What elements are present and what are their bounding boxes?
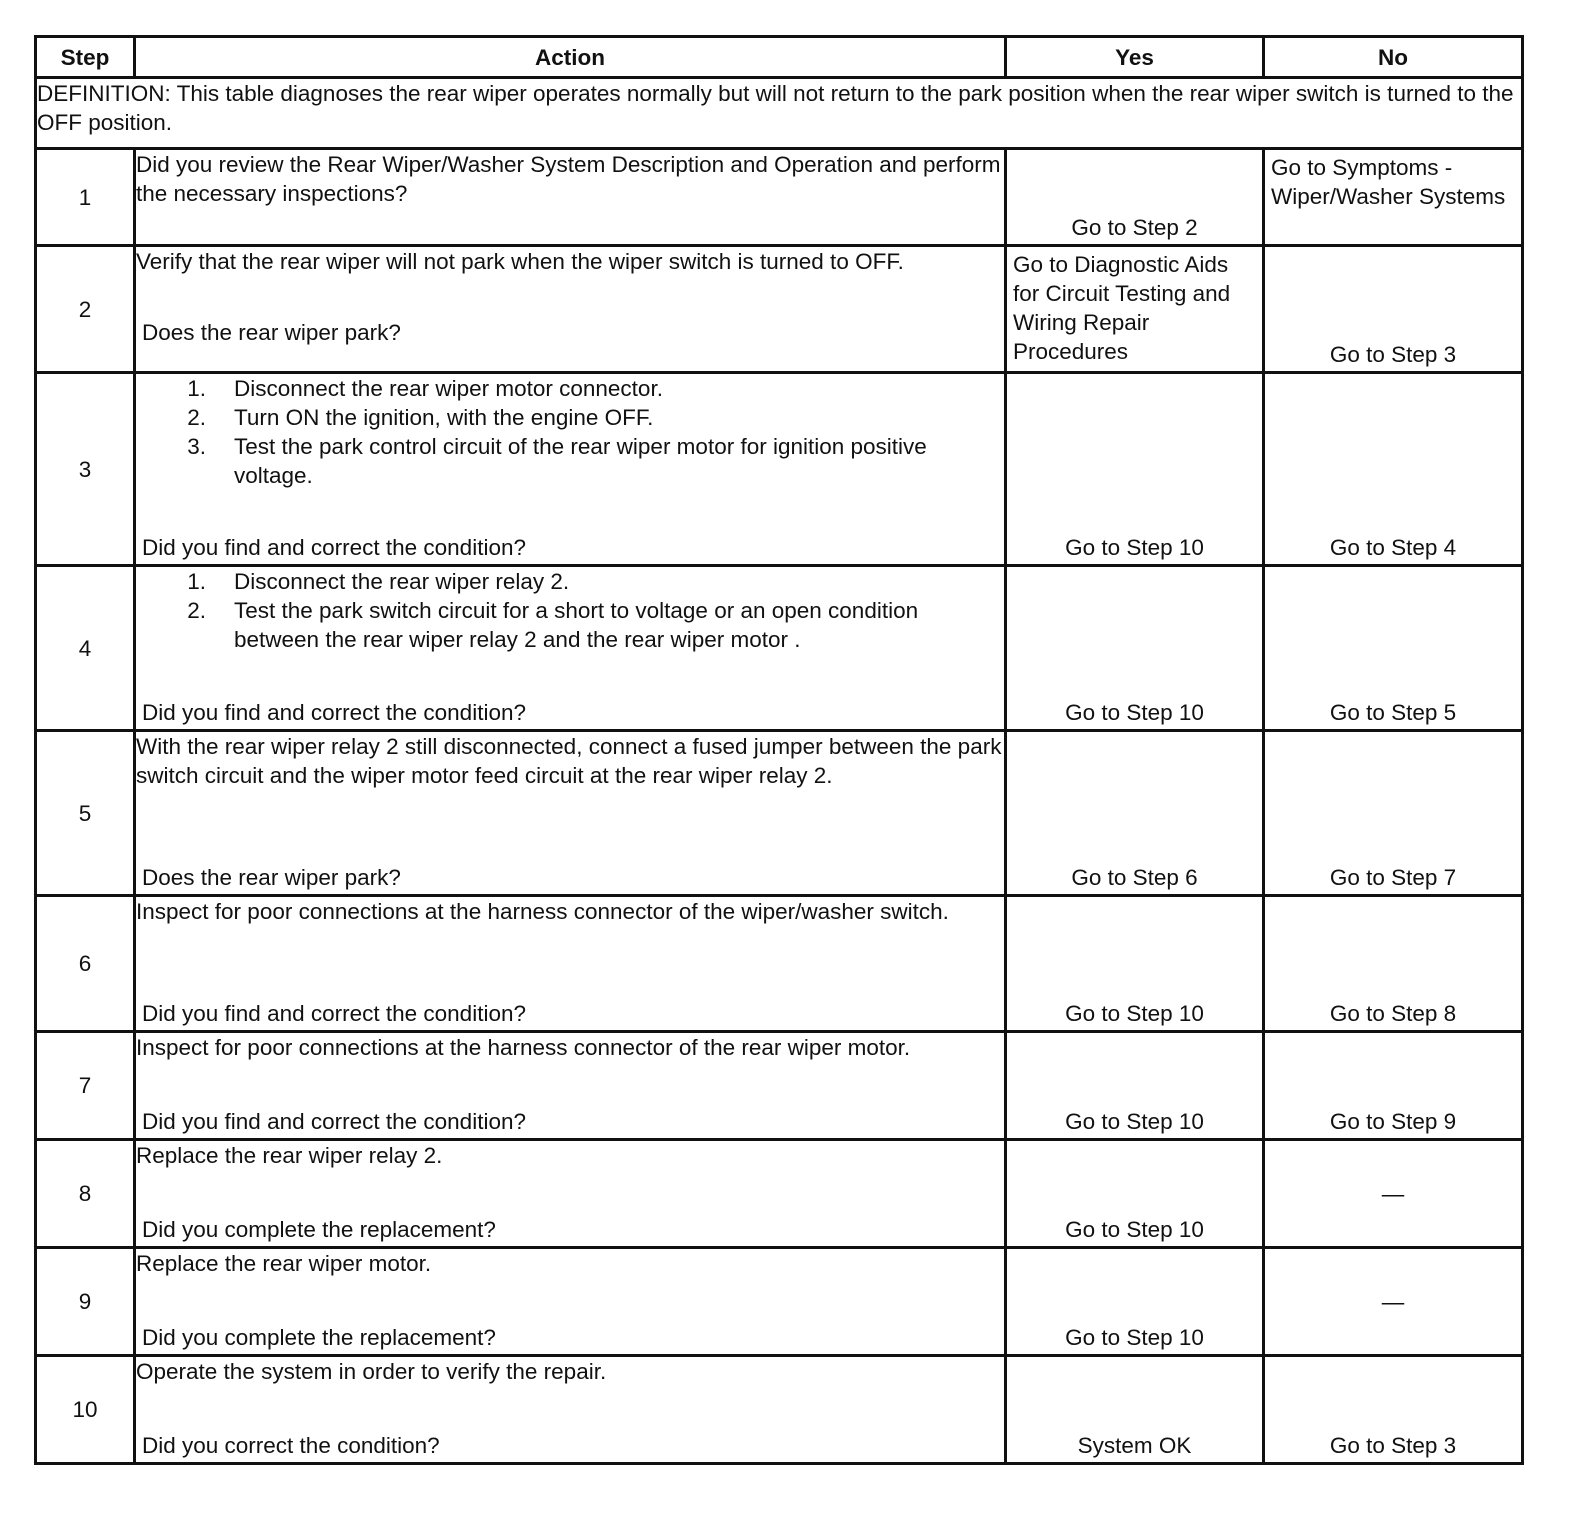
yes-text: Go to Step 10	[1065, 1217, 1204, 1242]
no-cell	[1264, 246, 1523, 373]
no-text: Go to Symptoms - Wiper/Washer Systems	[1271, 155, 1506, 209]
yes-cell	[1006, 896, 1264, 1032]
no-cell	[1264, 731, 1523, 896]
no-text: Go to Step 3	[1329, 342, 1457, 367]
action-text: Verify that the rear wiper will not park when the wiper switch is turned to OFF.	[136, 249, 904, 274]
yes-cell	[1006, 149, 1264, 246]
action-list	[136, 567, 1004, 654]
action-cell	[135, 1032, 1006, 1140]
action-text: Did you review the Rear Wiper/Washer System Description and Operation and perform the necessary inspections?	[136, 152, 1001, 206]
step-number: 3	[36, 373, 135, 566]
table-row	[36, 1032, 1523, 1140]
table-row	[36, 246, 1523, 373]
action-cell	[135, 731, 1006, 896]
step-number: 1	[36, 149, 135, 246]
header-yes: Yes	[1006, 37, 1264, 78]
action-text: Replace the rear wiper relay 2.	[136, 1143, 443, 1168]
action-text: Inspect for poor connections at the harness connector of the rear wiper motor.	[136, 1035, 911, 1060]
table-row	[36, 1356, 1523, 1464]
table-row	[36, 566, 1523, 731]
action-text: Replace the rear wiper motor.	[136, 1251, 432, 1276]
no-cell	[1264, 1140, 1523, 1248]
table-row	[36, 731, 1523, 896]
question-text: Did you complete the replacement?	[142, 1325, 496, 1350]
action-cell	[135, 1140, 1006, 1248]
action-cell	[135, 1248, 1006, 1356]
question-text: Did you find and correct the condition?	[142, 700, 526, 725]
header-step: Step	[36, 37, 135, 78]
action-list	[136, 374, 1004, 490]
no-cell	[1264, 566, 1523, 731]
step-number: 5	[36, 731, 135, 896]
table-row	[36, 373, 1523, 566]
no-cell	[1264, 1248, 1523, 1356]
yes-cell	[1006, 1032, 1264, 1140]
no-cell	[1264, 373, 1523, 566]
no-text: Go to Step 8	[1329, 1001, 1457, 1026]
action-cell	[135, 373, 1006, 566]
list-item: 2. Turn ON the ignition, with the engine OFF.	[187, 405, 654, 430]
yes-text: Go to Step 6	[1071, 865, 1198, 890]
yes-text: Go to Step 10	[1065, 1109, 1204, 1134]
question-text: Does the rear wiper park?	[142, 865, 401, 890]
yes-text: Go to Step 10	[1065, 535, 1204, 560]
no-text: Go to Step 5	[1329, 700, 1457, 725]
question-text: Did you find and correct the condition?	[142, 1001, 526, 1026]
yes-text: Go to Step 10	[1065, 1001, 1204, 1026]
no-cell	[1264, 149, 1523, 246]
no-text: Go to Step 4	[1329, 535, 1457, 560]
action-cell	[135, 1356, 1006, 1464]
no-text: Go to Step 9	[1329, 1109, 1457, 1134]
yes-text: System OK	[1077, 1433, 1192, 1458]
action-cell	[135, 896, 1006, 1032]
no-text: —	[1381, 1289, 1405, 1314]
no-text: Go to Step 7	[1329, 865, 1457, 890]
yes-text: Go to Step 10	[1065, 700, 1204, 725]
no-text: —	[1381, 1181, 1405, 1206]
header-row	[36, 37, 1523, 78]
header-action: Action	[135, 37, 1006, 78]
yes-cell	[1006, 373, 1264, 566]
table-row	[36, 896, 1523, 1032]
no-cell	[1264, 1032, 1523, 1140]
yes-text: Go to Step 10	[1065, 1325, 1204, 1350]
yes-cell	[1006, 566, 1264, 731]
yes-cell	[1006, 246, 1264, 373]
no-cell	[1264, 1356, 1523, 1464]
list-item: 3. Test the park control circuit of the rear wiper motor for ignition positive voltage.	[187, 434, 927, 488]
table-row	[36, 1248, 1523, 1356]
list-item: 1. Disconnect the rear wiper motor connector.	[187, 376, 663, 401]
table-row	[36, 149, 1523, 246]
question-text: Did you find and correct the condition?	[142, 1109, 526, 1134]
action-text: Inspect for poor connections at the harness connector of the wiper/washer switch.	[136, 899, 949, 924]
yes-text: Go to Step 2	[1071, 215, 1198, 240]
yes-cell	[1006, 1248, 1264, 1356]
step-number: 2	[36, 246, 135, 373]
no-cell	[1264, 896, 1523, 1032]
action-text: Operate the system in order to verify the repair.	[136, 1359, 607, 1384]
action-text: With the rear wiper relay 2 still disconnected, connect a fused jumper between the park switch circuit and the wiper motor feed circuit at the rear wiper relay 2.	[136, 734, 1002, 788]
step-number: 10	[36, 1356, 135, 1464]
diagnostic-table	[34, 35, 1524, 1465]
question-text: Did you correct the condition?	[142, 1433, 440, 1458]
step-number: 9	[36, 1248, 135, 1356]
step-number: 6	[36, 896, 135, 1032]
definition-text: DEFINITION: This table diagnoses the rear wiper operates normally but will not return to the park position when the rear wiper switch is turned to the OFF position.	[36, 78, 1523, 149]
list-item: 1. Disconnect the rear wiper relay 2.	[187, 569, 570, 594]
question-text: Did you find and correct the condition?	[142, 535, 526, 560]
yes-text: Go to Diagnostic Aids for Circuit Testing and Wiring Repair Procedures	[1013, 252, 1231, 364]
table-row	[36, 1140, 1523, 1248]
question-text: Did you complete the replacement?	[142, 1217, 496, 1242]
definition-row	[36, 78, 1523, 149]
step-number: 4	[36, 566, 135, 731]
action-cell	[135, 149, 1006, 246]
list-item: 2. Test the park switch circuit for a short to voltage or an open condition between the rear wiper relay 2 and the rear wiper motor .	[187, 598, 919, 652]
header-no: No	[1264, 37, 1523, 78]
yes-cell	[1006, 731, 1264, 896]
step-number: 7	[36, 1032, 135, 1140]
yes-cell	[1006, 1356, 1264, 1464]
yes-cell	[1006, 1140, 1264, 1248]
no-text: Go to Step 3	[1329, 1433, 1457, 1458]
action-cell	[135, 246, 1006, 373]
question-text: Does the rear wiper park?	[142, 320, 401, 345]
action-cell	[135, 566, 1006, 731]
step-number: 8	[36, 1140, 135, 1248]
